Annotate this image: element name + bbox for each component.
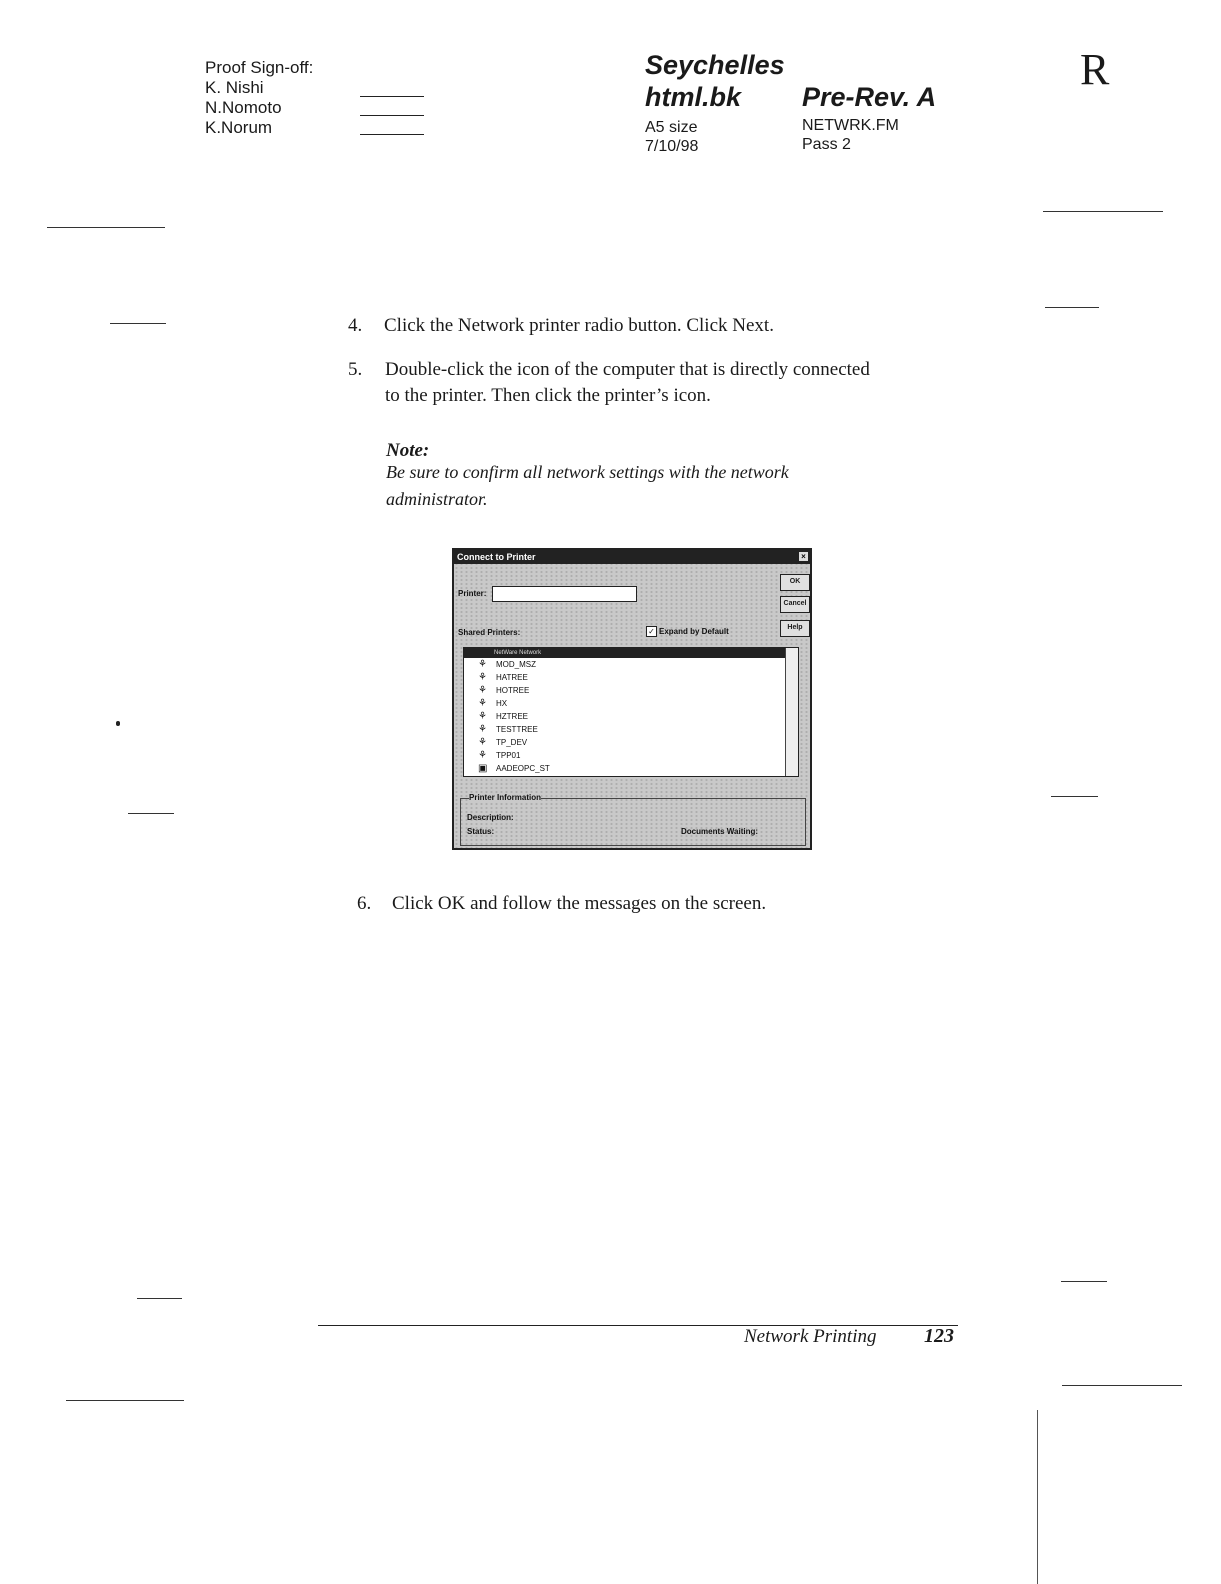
crop-mark	[137, 1298, 182, 1299]
step-5	[348, 357, 888, 409]
crop-mark	[110, 323, 166, 324]
list-item[interactable]	[464, 684, 798, 697]
registration-mark: R	[1080, 45, 1110, 94]
tree-icon: ⚘	[478, 698, 487, 709]
tree-icon: ⚘	[478, 685, 487, 696]
list-item-label: TESTTREE	[496, 725, 538, 734]
list-item-label: TPP01	[496, 751, 521, 760]
step-text: Click the Network printer radio button. Click Next.	[384, 315, 774, 336]
list-item[interactable]	[464, 762, 798, 775]
ok-button[interactable]: OK	[780, 574, 810, 591]
specks	[116, 721, 120, 726]
description-label: Description:	[467, 813, 514, 822]
crop-mark	[66, 1400, 184, 1401]
documents-waiting-label: Documents Waiting:	[681, 827, 759, 836]
tree-icon: ⚘	[478, 711, 487, 722]
signer-2: N.Nomoto	[205, 98, 282, 117]
note-body: Be sure to confirm all network settings with the network administrator.	[386, 462, 789, 509]
footer-section: Network Printing	[744, 1326, 877, 1347]
help-button[interactable]: Help	[780, 620, 810, 637]
tree-icon: ⚘	[478, 672, 487, 683]
page-number: 123	[924, 1325, 954, 1347]
cancel-button[interactable]: Cancel	[780, 596, 810, 613]
file-name: NETWRK.FM	[802, 117, 899, 134]
crop-mark	[128, 813, 174, 814]
shared-printers-list[interactable]	[463, 647, 799, 777]
crop-mark	[1051, 796, 1098, 797]
step-number: 5.	[348, 359, 363, 380]
list-item[interactable]	[464, 697, 798, 710]
note-heading: Note:	[386, 440, 430, 461]
list-scrollbar[interactable]	[785, 648, 798, 776]
book-name: html.bk	[645, 82, 742, 112]
list-item[interactable]	[464, 736, 798, 749]
pass-number: Pass 2	[802, 136, 851, 153]
list-item[interactable]	[464, 658, 798, 671]
step-number: 6.	[357, 893, 372, 914]
printer-information-group	[460, 793, 806, 846]
computer-icon: ▣	[478, 763, 488, 774]
tree-icon: ⚘	[478, 750, 487, 761]
step-text: Double-click the icon of the computer that is directly connected to the printer. Then click the printer’s icon.	[385, 359, 870, 406]
page-size: A5 size	[645, 119, 698, 136]
shared-printers-label: Shared Printers:	[458, 628, 521, 637]
status-label: Status:	[467, 827, 495, 836]
signature-line	[360, 115, 424, 116]
dialog-title: Connect to Printer	[457, 552, 536, 562]
step-text: Click OK and follow the messages on the screen.	[392, 893, 767, 914]
crop-mark	[1043, 211, 1163, 212]
crop-mark	[1062, 1385, 1182, 1386]
close-icon[interactable]: ×	[799, 552, 808, 561]
signature-line	[360, 134, 424, 135]
project-name: Seychelles	[645, 50, 785, 80]
expand-by-default-label: Expand by Default	[659, 627, 729, 636]
crop-mark	[1061, 1281, 1107, 1282]
list-item[interactable]	[464, 723, 798, 736]
expand-by-default-checkbox[interactable]: ✓	[646, 626, 657, 637]
signer-3: K.Norum	[205, 118, 273, 137]
signature-line	[360, 96, 424, 97]
list-item[interactable]	[464, 671, 798, 684]
dialog-title-bar	[454, 550, 810, 564]
tree-icon: ⚘	[478, 659, 487, 670]
list-item[interactable]	[464, 749, 798, 762]
printer-label: Printer:	[458, 589, 487, 598]
list-item-label: AADEOPC_ST	[496, 764, 550, 773]
signoff-title: Proof Sign-off:	[205, 58, 314, 77]
list-item[interactable]	[464, 710, 798, 723]
list-item-label: MOD_MSZ	[496, 660, 536, 669]
proof-date: 7/10/98	[645, 138, 699, 155]
list-item-label: HATREE	[496, 673, 528, 682]
list-item-label: HOTREE	[496, 686, 530, 695]
crop-mark	[47, 227, 165, 228]
printer-information-label: Printer Information	[469, 793, 542, 802]
tree-icon: ⚘	[478, 724, 487, 735]
printer-input[interactable]	[492, 586, 637, 602]
list-item-label: TP_DEV	[496, 738, 528, 747]
revision: Pre-Rev. A	[802, 82, 937, 112]
proof-signoff	[205, 58, 313, 138]
list-item-label: HX	[496, 699, 508, 708]
crop-mark	[1045, 307, 1099, 308]
step-number: 4.	[348, 315, 363, 336]
signer-1: K. Nishi	[205, 78, 264, 97]
list-item-netware-network[interactable]: NetWare Network	[464, 648, 798, 658]
connect-to-printer-dialog	[452, 548, 812, 850]
list-item-label: HZTREE	[496, 712, 528, 721]
scan-edge-line	[1037, 1410, 1038, 1584]
tree-icon: ⚘	[478, 737, 487, 748]
